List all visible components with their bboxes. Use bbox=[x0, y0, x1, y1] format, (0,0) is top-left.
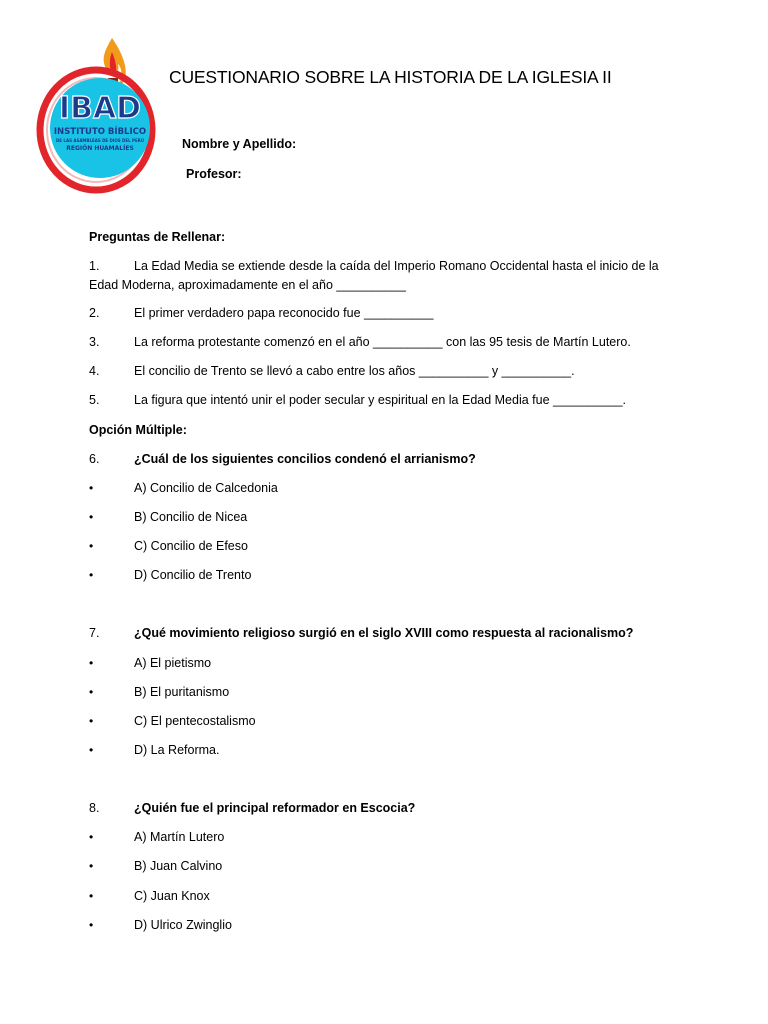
question-number: 7. bbox=[89, 626, 100, 640]
fill-section-heading: Preguntas de Rellenar: bbox=[89, 230, 226, 244]
option-item: C) Concilio de Efeso bbox=[134, 539, 248, 553]
option-item: C) Juan Knox bbox=[134, 889, 210, 903]
question-text: ¿Qué movimiento religioso surgió en el siglo XVIII como respuesta al racionalismo? bbox=[134, 626, 634, 640]
name-label: Nombre y Apellido: bbox=[182, 137, 297, 151]
logo-line2: DE LAS ASAMBLEAS DE DIOS DEL PERÚ bbox=[55, 138, 145, 143]
question-text: ¿Cuál de los siguientes concilios condenó el arrianismo? bbox=[134, 452, 476, 466]
teacher-label: Profesor: bbox=[186, 167, 242, 181]
question-number: 2. bbox=[89, 306, 100, 320]
mc-section-heading: Opción Múltiple: bbox=[89, 423, 187, 437]
option-item: D) La Reforma. bbox=[134, 743, 220, 757]
question-number: 1. bbox=[89, 259, 100, 273]
question-text-continued: Edad Moderna, aproximadamente en el año __________ bbox=[89, 278, 406, 292]
option-item: B) Juan Calvino bbox=[134, 859, 223, 873]
option-item: A) Concilio de Calcedonia bbox=[134, 481, 278, 495]
bullet: • bbox=[89, 859, 94, 873]
question-text: La Edad Media se extiende desde la caída del Imperio Romano Occidental hasta el inicio de la bbox=[134, 259, 659, 273]
logo-acronym: IBAD bbox=[58, 91, 142, 126]
bullet: • bbox=[89, 539, 94, 553]
option-item: A) Martín Lutero bbox=[134, 830, 225, 844]
option-item: D) Ulrico Zwinglio bbox=[134, 918, 232, 932]
page-title: CUESTIONARIO SOBRE LA HISTORIA DE LA IGLESIA II bbox=[169, 67, 612, 87]
option-item: C) El pentecostalismo bbox=[134, 714, 256, 728]
bullet: • bbox=[89, 743, 94, 757]
bullet: • bbox=[89, 481, 94, 495]
question-number: 8. bbox=[89, 801, 100, 815]
question-text: El concilio de Trento se llevó a cabo entre los años __________ y __________. bbox=[134, 364, 575, 378]
question-text: El primer verdadero papa reconocido fue __________ bbox=[134, 306, 434, 320]
bullet: • bbox=[89, 510, 94, 524]
question-text: La figura que intentó unir el poder secular y espiritual en la Edad Media fue __________. bbox=[134, 393, 627, 407]
bullet: • bbox=[89, 830, 94, 844]
bullet: • bbox=[89, 889, 94, 903]
question-text: ¿Quién fue el principal reformador en Escocia? bbox=[134, 801, 416, 815]
option-item: B) El puritanismo bbox=[134, 685, 230, 699]
option-item: D) Concilio de Trento bbox=[134, 568, 252, 582]
option-item: B) Concilio de Nicea bbox=[134, 510, 248, 524]
question-number: 6. bbox=[89, 452, 100, 466]
logo-line3: REGIÓN HUAMALÍES bbox=[66, 145, 134, 152]
question-number: 5. bbox=[89, 393, 100, 407]
bullet: • bbox=[89, 918, 94, 932]
question-number: 4. bbox=[89, 364, 100, 378]
logo-line1: INSTITUTO BÍBLICO bbox=[53, 127, 147, 137]
question-text: La reforma protestante comenzó en el año __________ con las 95 tesis de Martín Lutero. bbox=[134, 335, 631, 349]
bullet: • bbox=[89, 714, 94, 728]
question-number: 3. bbox=[89, 335, 100, 349]
bullet: • bbox=[89, 568, 94, 582]
ibad-logo bbox=[30, 34, 170, 194]
option-item: A) El pietismo bbox=[134, 656, 212, 670]
bullet: • bbox=[89, 685, 94, 699]
bullet: • bbox=[89, 656, 94, 670]
